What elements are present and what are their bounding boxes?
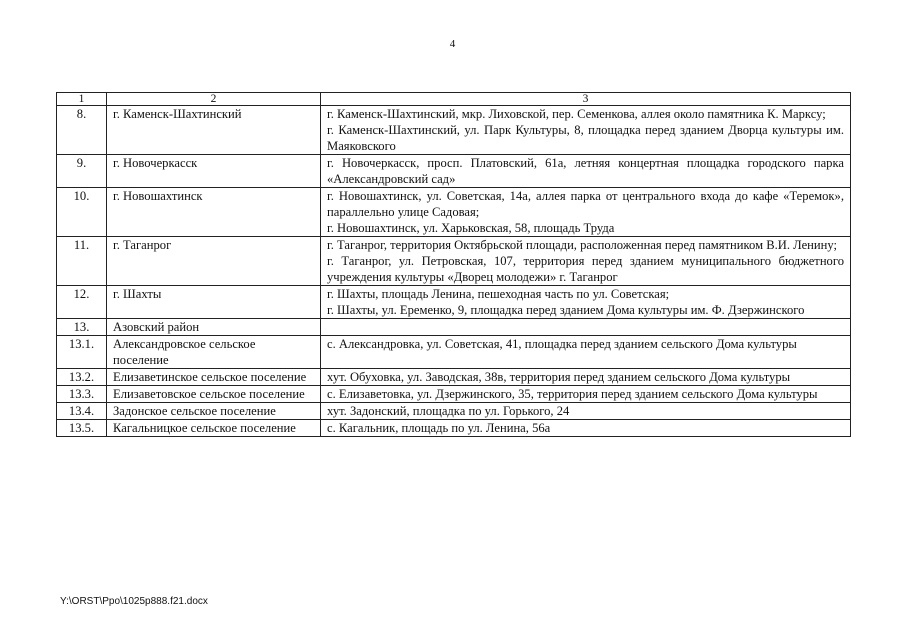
settlement-name: г. Шахты: [107, 286, 321, 319]
location-address: хут. Задонский, площадка по ул. Горького, 24: [327, 404, 570, 418]
locations-cell: [321, 286, 851, 319]
file-path-footer: Y:\ORST\Ppo\1025p888.f21.docx: [60, 596, 208, 607]
location-address: г. Каменск-Шахтинский, мкр. Лиховской, пер. Семенкова, аллея около памятника К. Марксу;: [327, 107, 826, 121]
table-row: [57, 106, 851, 155]
locations-cell: [321, 155, 851, 188]
table-row: [57, 403, 851, 420]
settlement-name: Елизаветинское сельское поселение: [107, 369, 321, 386]
row-number: 10.: [57, 188, 107, 237]
table-row: [57, 386, 851, 403]
location-address: г. Шахты, ул. Еременко, 9, площадка перед зданием Дома культуры им. Ф. Дзержинского: [327, 303, 805, 317]
locations-table: [56, 92, 851, 437]
locations-cell: [321, 336, 851, 369]
settlement-name: г. Каменск-Шахтинский: [107, 106, 321, 155]
location-address: г. Шахты, площадь Ленина, пешеходная часть по ул. Советская;: [327, 287, 670, 301]
locations-cell: [321, 237, 851, 286]
table-row: [57, 369, 851, 386]
settlement-name: г. Таганрог: [107, 237, 321, 286]
header-cell-place: 2: [107, 93, 321, 106]
page-number: 4: [449, 38, 456, 50]
row-number: 13.2.: [57, 369, 107, 386]
table-row: [57, 286, 851, 319]
location-address: г. Таганрог, ул. Петровская, 107, территория перед зданием муниципального бюджетного учреждения культуры «Дворец молодежи» г. Таганрог: [327, 254, 844, 284]
settlement-name: Кагальницкое сельское поселение: [107, 420, 321, 437]
header-cell-number: 1: [57, 93, 107, 106]
settlement-name: г. Новочеркасск: [107, 155, 321, 188]
location-address: с. Елизаветовка, ул. Дзержинского, 35, территория перед зданием сельского Дома культуры: [327, 387, 818, 401]
locations-cell: [321, 386, 851, 403]
location-address: г. Новочеркасск, просп. Платовский, 61а, летняя концертная площадка городского парка «Александровский сад»: [327, 156, 844, 186]
table-row: [57, 336, 851, 369]
settlement-name: Александровское сельское поселение: [107, 336, 321, 369]
row-number: 9.: [57, 155, 107, 188]
settlement-name: Азовский район: [107, 319, 321, 336]
locations-cell: [321, 420, 851, 437]
row-number: 13.4.: [57, 403, 107, 420]
row-number: 13.: [57, 319, 107, 336]
settlement-name: Елизаветовское сельское поселение: [107, 386, 321, 403]
table-row: [57, 420, 851, 437]
location-address: с. Александровка, ул. Советская, 41, площадка перед зданием сельского Дома культуры: [327, 337, 797, 351]
settlement-name: Задонское сельское поселение: [107, 403, 321, 420]
table-row: [57, 188, 851, 237]
locations-cell: [321, 403, 851, 420]
row-number: 13.3.: [57, 386, 107, 403]
table-row: [57, 237, 851, 286]
row-number: 11.: [57, 237, 107, 286]
location-address: г. Таганрог, территория Октябрьской площади, расположенная перед памятником В.И. Ленину;: [327, 238, 838, 252]
locations-cell: [321, 319, 851, 336]
table-header-row: [57, 93, 851, 106]
locations-cell: [321, 106, 851, 155]
header-cell-locations: 3: [321, 93, 851, 106]
row-number: 12.: [57, 286, 107, 319]
location-address: г. Каменск-Шахтинский, ул. Парк Культуры, 8, площадка перед зданием Дворца культуры им. Маяковского: [327, 123, 844, 153]
table-body: [57, 93, 851, 437]
location-address: с. Кагальник, площадь по ул. Ленина, 56а: [327, 421, 551, 435]
row-number: 13.1.: [57, 336, 107, 369]
settlement-name: г. Новошахтинск: [107, 188, 321, 237]
location-address: г. Новошахтинск, ул. Харьковская, 58, площадь Труда: [327, 221, 615, 235]
table-row: [57, 319, 851, 336]
locations-cell: [321, 188, 851, 237]
row-number: 13.5.: [57, 420, 107, 437]
table-row: [57, 155, 851, 188]
location-address: хут. Обуховка, ул. Заводская, 38в, территория перед зданием сельского Дома культуры: [327, 370, 791, 384]
location-address: г. Новошахтинск, ул. Советская, 14а, аллея парка от центрального входа до кафе «Теремок», параллельно улице Садовая;: [327, 189, 844, 219]
locations-cell: [321, 369, 851, 386]
row-number: 8.: [57, 106, 107, 155]
